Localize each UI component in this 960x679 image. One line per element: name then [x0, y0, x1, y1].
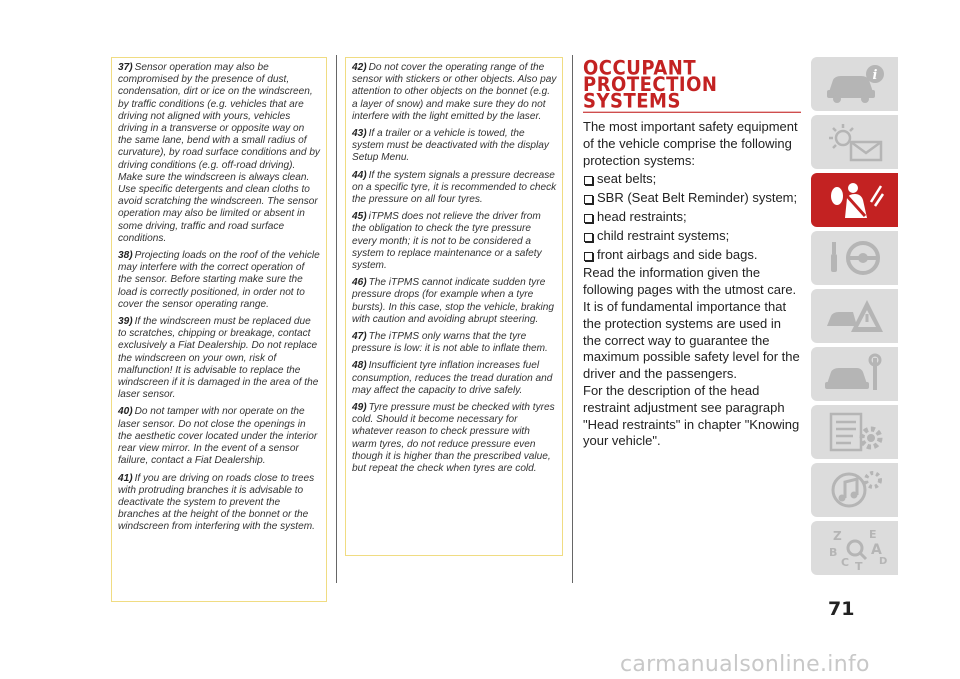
tab-technical-data[interactable] [811, 405, 898, 459]
tab-emergency[interactable] [811, 289, 898, 343]
index-letter: T [854, 560, 863, 570]
index-letter: E [868, 528, 877, 541]
note-number: 46) [352, 277, 367, 289]
index-letter: B [828, 546, 837, 559]
note-text: Do not tamper with nor operate on the laser sensor. Do not close the openings in the aesthetic cover located under the interior rear view mirror. In the event of a sensor failure, contact a Fiat Dealership. [118, 406, 318, 467]
intro-paragraph: The most important safety equipment of the vehicle comprise the following protection systems: [583, 119, 798, 168]
checkbox-bullet-icon [584, 195, 593, 204]
warning-note [118, 316, 321, 401]
note-number: 48) [352, 360, 367, 372]
note-text: The iTPMS cannot indicate sudden tyre pressure drops (for example when a tyre bursts). In this case, stop the vehicle, braking with caution and avoiding abrupt steering. [352, 277, 554, 325]
title-line: PROTECTION [583, 73, 718, 97]
note-number: 45) [352, 211, 367, 223]
multimedia-music-icon [823, 468, 887, 512]
index-letter: A [870, 542, 882, 558]
warning-note [118, 250, 321, 311]
note-text: If you are driving on roads close to trees with protruding branches it is advisable to deactivate the system to prevent the branches at the height of the bonnet or the windscreen from interfering with the system. [118, 472, 315, 533]
notes-column-left [111, 57, 327, 602]
note-number: 43) [352, 128, 367, 140]
column-divider [336, 55, 337, 583]
note-number: 38) [118, 250, 133, 262]
warning-note [352, 277, 557, 326]
note-text: Tyre pressure must be checked with tyres cold. Should it become necessary for whatever reason to check pressure with warm tyres, do not reduce pressure even though it is higher than the prescribed value, but repeat the check when tyres are cold. [352, 402, 555, 475]
occupant-protection-section [583, 56, 801, 450]
seat-belt-airbag-icon [823, 178, 887, 222]
column-divider [572, 55, 573, 583]
checkbox-bullet-icon [584, 233, 593, 242]
notes-column-middle [345, 57, 563, 556]
note-number: 41) [118, 472, 133, 484]
title-line: OCCUPANT [583, 56, 697, 80]
note-text: Insufficient tyre inflation increases fuel consumption, reduces the tread duration and may affect the capacity to drive safely. [352, 360, 553, 396]
note-text: Do not cover the operating range of the sensor with stickers or other objects. Also pay attention to other objects on the bonnet (e.g. a layer of snow) and make sure they do not interfere with the light emitted by the laser. [352, 62, 557, 122]
note-text: Projecting loads on the roof of the vehicle may interfere with the correct operation of the sensor. Before starting make sure the load is correctly positioned, in order not to cover the sensor operating range. [118, 250, 320, 310]
note-text: If a trailer or a vehicle is towed, the system must be deactivated with the display Setup Menu. [352, 128, 549, 164]
list-item-text: child restraint systems; [597, 227, 730, 243]
section-title [583, 56, 801, 113]
tab-car-info[interactable] [811, 57, 898, 111]
emergency-triangle-icon [823, 294, 887, 338]
checkbox-bullet-icon [584, 252, 593, 261]
title-line: SYSTEMS [583, 89, 681, 113]
note-text: The iTPMS only warns that the tyre pressure is low: it is not able to inflate them. [352, 331, 548, 355]
warning-note [118, 406, 321, 467]
index-letter: Z [832, 529, 842, 543]
warning-note [352, 402, 557, 475]
car-info-icon [823, 62, 887, 106]
tab-warning-lights[interactable] [811, 115, 898, 169]
technical-data-gear-icon [823, 410, 887, 454]
note-text: iTPMS does not relieve the driver from the obligation to check the tyre pressure every month; it is not to be considered a system to replace maintenance or a safety system. [352, 211, 542, 272]
body-paragraph: Read the information given the following pages with the utmost care. It is of fundamental importance that the protection systems are used in the correct way to guarantee the maximum possible safety level for the driver and the passengers. [583, 265, 800, 382]
list-item [583, 209, 801, 226]
list-item [583, 228, 801, 245]
warning-note [118, 62, 321, 245]
list-item [583, 190, 801, 207]
list-item-text: SBR (Seat Belt Reminder) system; [597, 190, 798, 206]
list-item [583, 247, 801, 264]
tab-safety[interactable] [811, 173, 898, 227]
chapter-sidebar [811, 57, 898, 579]
watermark: carmanualsonline.info [620, 652, 870, 677]
note-number: 39) [118, 316, 133, 328]
car-maintenance-wrench-icon [823, 352, 887, 396]
svg-text:i: i [872, 68, 877, 83]
list-item-text: head restraints; [597, 208, 687, 224]
checkbox-bullet-icon [584, 176, 593, 185]
note-number: 44) [352, 169, 367, 181]
note-text: Sensor operation may also be compromised by the presence of dust, condensation, dirt or ice on the windscreen, by traffic conditions (e.g. vehicles that are driving not aligned with yours, vehicles driving in a transverse or opposite way on the same lane, bend with a small radius of curvature), by road surface conditions and by driving conditions (e.g. off-road driving). Make sure the windscreen is always clean. Use specific detergents and clean cloths to avoid scratching the windscreen. The sensor operation may also be limited or absent in some driving, traffic and road surface conditions. [118, 62, 320, 244]
alphabetical-index-icon [823, 526, 887, 570]
warning-note [352, 360, 557, 397]
body-paragraph: For the description of the head restraint adjustment see paragraph "Head restraints" in chapter "Knowing your vehicle". [583, 382, 800, 449]
warning-note [352, 170, 557, 207]
list-item [583, 171, 801, 188]
checkbox-bullet-icon [584, 214, 593, 223]
tab-multimedia[interactable] [811, 463, 898, 517]
note-number: 47) [352, 331, 367, 343]
warning-note [118, 473, 321, 534]
note-number: 42) [352, 62, 367, 73]
protection-systems-list [583, 171, 801, 263]
key-steering-wheel-icon [823, 236, 887, 280]
tab-maintenance[interactable] [811, 347, 898, 401]
warning-note [352, 62, 557, 123]
note-text: If the windscreen must be replaced due to scratches, chipping or breakage, contact exclusively a Fiat Dealership. Do not replace the windscreen on your own, risk of malfunction! It is advisable to replace the windscreen if it is damaged in the area of the laser sensor. [118, 316, 319, 401]
list-item-text: seat belts; [597, 171, 657, 187]
note-number: 37) [118, 62, 133, 73]
index-letter: C [840, 556, 849, 569]
list-item-text: front airbags and side bags. [597, 246, 758, 262]
tab-index[interactable] [811, 521, 898, 575]
note-text: If the system signals a pressure decrease on a specific tyre, it is recommended to check the pressure on all four tyres. [352, 169, 557, 206]
tab-starting-driving[interactable] [811, 231, 898, 285]
page-number: 71 [828, 598, 855, 620]
warning-note [352, 331, 557, 355]
warning-note [352, 211, 557, 272]
warning-note [352, 128, 557, 165]
note-number: 40) [118, 406, 133, 418]
warning-light-message-icon [823, 120, 887, 164]
note-number: 49) [352, 402, 367, 414]
index-letter: D [878, 556, 887, 567]
